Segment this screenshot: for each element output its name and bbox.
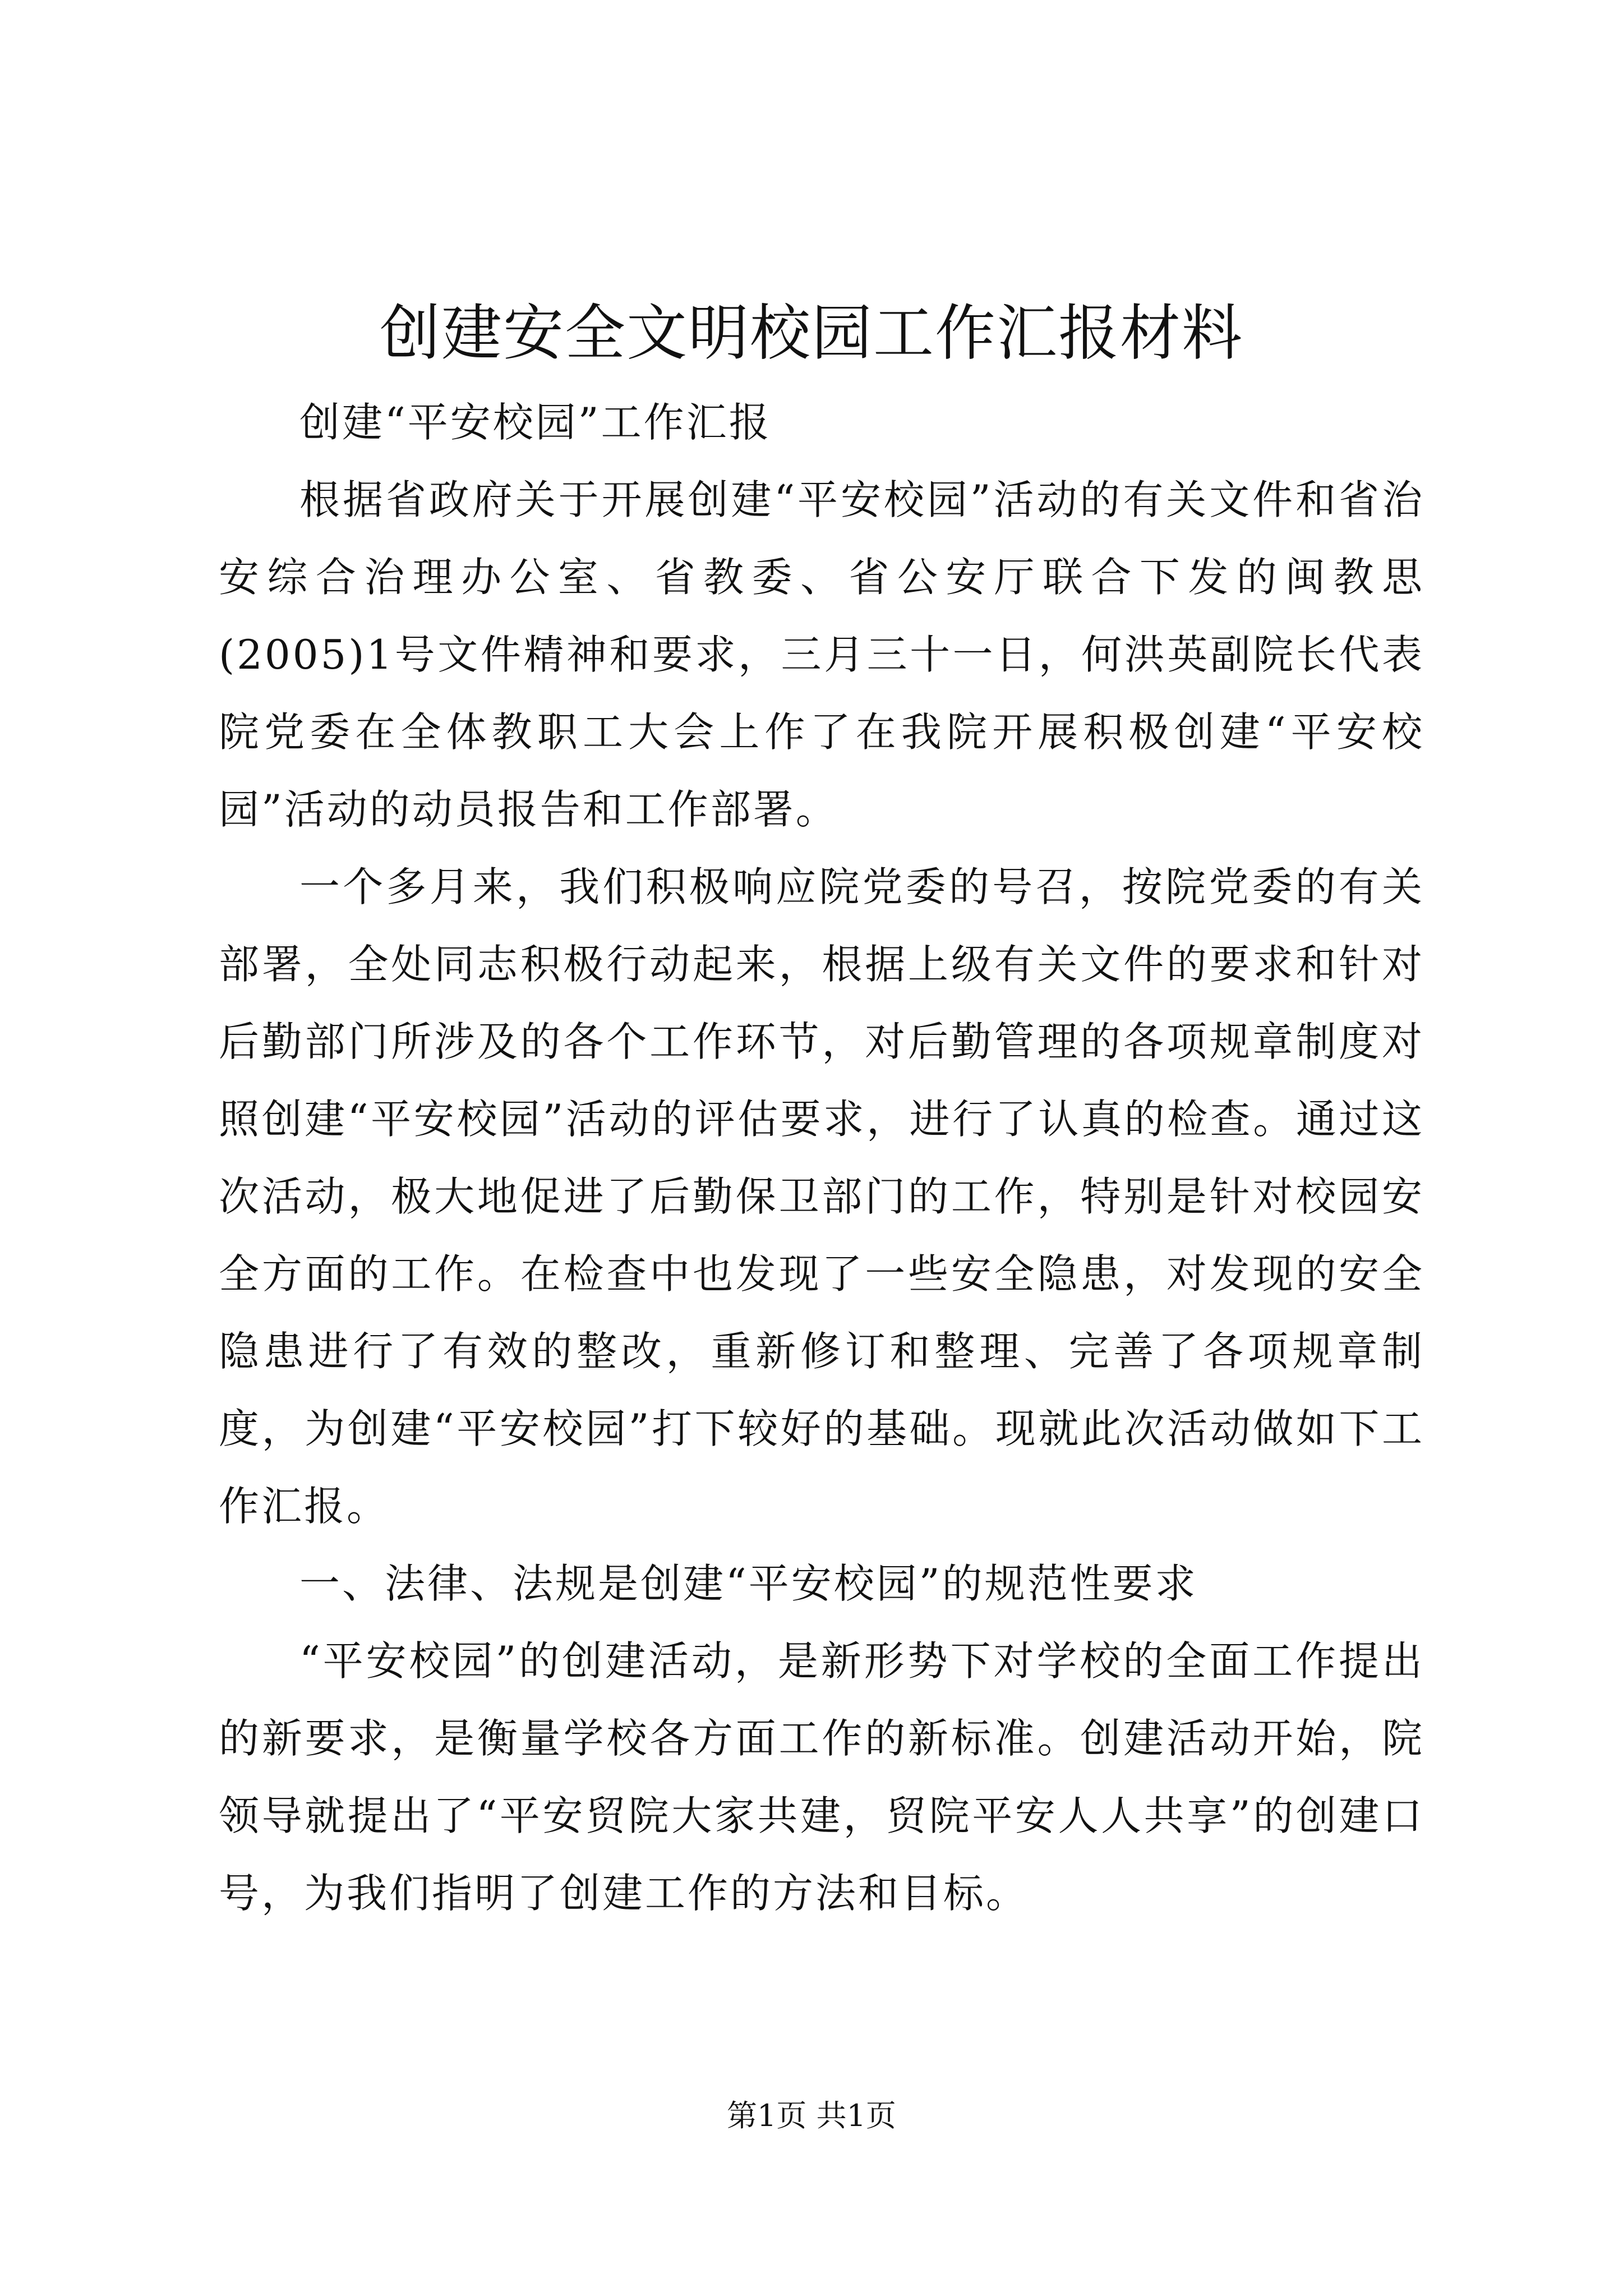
section-heading: 创建“平安校园”工作汇报 bbox=[299, 399, 772, 446]
page-footer: 第1页 共1页 bbox=[727, 2098, 896, 2133]
paragraph: 根据省政府关于开展创建“平安校园”活动的有关文件和省治安综合治理办公室、省教委、省公安厅联合下发的闽教思(2005)1号文件精神和要求，三月三十一日，何洪英副院长代表院党委在全体教职工大会上作了在我院开展积极创建“平安校园”活动的动员报告和工作部署。 bbox=[219, 476, 1424, 833]
paragraph: 一个多月来，我们积极响应院党委的号召，按院党委的有关部署，全处同志积极行动起来，根据上级有关文件的要求和针对后勤部门所涉及的各个工作环节，对后勤管理的各项规章制度对照创建“平安校园”活动的评估要求，进行了认真的检查。通过这次活动，极大地促进了后勤保卫部门的工作，特别是针对校园安全方面的工作。在检查中也发现了一些安全隐患，对发现的安全隐患进行了有效的整改，重新修订和整理、完善了各项规章制度，为创建“平安校园”打下较好的基础。现就此次活动做如下工作汇报。 bbox=[219, 863, 1424, 1530]
document-body bbox=[219, 384, 1424, 1932]
document-title: 创建安全文明校园工作汇报材料 bbox=[379, 298, 1243, 369]
section-heading: 一、法律、法规是创建“平安校园”的规范性要求 bbox=[299, 1560, 1198, 1607]
paragraph: “平安校园”的创建活动，是新形势下对学校的全面工作提出的新要求，是衡量学校各方面工作的新标准。创建活动开始，院领导就提出了“平安贸院大家共建，贸院平安人人共享”的创建口号，为我们指明了创建工作的方法和目标。 bbox=[219, 1637, 1424, 1917]
